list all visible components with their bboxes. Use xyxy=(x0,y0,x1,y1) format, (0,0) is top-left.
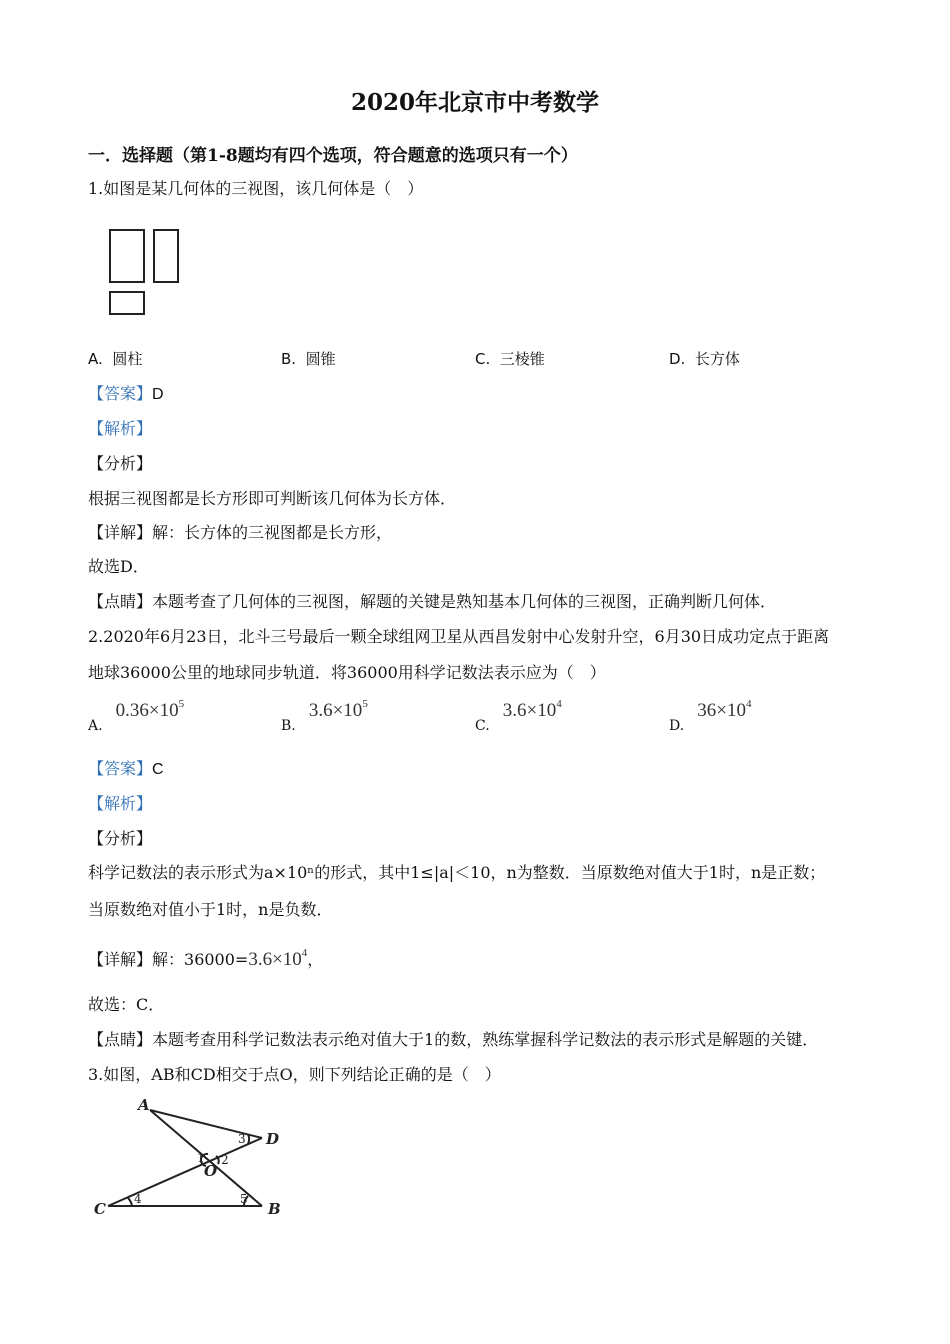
front-view-rect xyxy=(110,230,144,282)
q2-xiangjie: 【详解】解：$36000=3.6\times 10^4$， xyxy=(88,947,324,970)
angle-label-1: 1 xyxy=(197,1151,205,1165)
angle-arc-4 xyxy=(128,1198,132,1206)
q1-three-view-figure xyxy=(106,226,186,320)
point-a-label: A xyxy=(138,1096,150,1114)
angle-label-4: 4 xyxy=(134,1192,142,1206)
q1-option-c: C. 三棱锥 xyxy=(475,350,545,368)
q1-fenxi: 根据三视图都是长方形即可判断该几何体为长方体． xyxy=(88,489,457,508)
angle-label-2: 2 xyxy=(221,1153,229,1167)
q1-option-d: D. 长方体 xyxy=(669,350,740,368)
q1-dianjing: 【点睛】本题考查了几何体的三视图，解题的关键是熟知基本几何体的三视图，正确判断几何体． xyxy=(88,592,777,611)
q3-stem: 3.如图，AB和CD相交于点O，则下列结论正确的是（ ） xyxy=(88,1065,501,1084)
top-view-rect xyxy=(110,292,144,314)
q2-fenxi-line1: 科学记数法的表示形式为a×10ⁿ的形式，其中1≤|a|＜10，n为整数．当原数绝对值大于1时，n是正数； xyxy=(88,863,826,882)
angle-arc-3 xyxy=(248,1134,249,1144)
q2-fenxi-tag: 【分析】 xyxy=(88,829,153,848)
q2-option-a: A. $0.36\times 10^5$ xyxy=(88,698,185,734)
q2-stem-line2: 地球36000公里的地球同步轨道．将36000用科学记数法表示应为（ ） xyxy=(88,663,606,682)
q3-intersecting-lines-figure xyxy=(88,1094,298,1218)
section-heading: 一．选择题（第1-8题均有四个选项，符合题意的选项只有一个） xyxy=(88,146,578,166)
q1-answer: 【答案】D xyxy=(88,384,164,403)
q2-jiexi-tag: 【解析】 xyxy=(88,794,153,813)
q2-dianjing: 【点睛】本题考查用科学记数法表示绝对值大于1的数，熟练掌握科学记数法的表示形式是解题的关键． xyxy=(88,1030,819,1049)
q1-xiangjie: 【详解】解：长方体的三视图都是长方形， xyxy=(88,523,393,542)
q2-option-c: C. $3.6\times 10^4$ xyxy=(475,698,562,734)
segment-cd xyxy=(108,1138,262,1206)
point-c-label: C xyxy=(94,1200,106,1218)
q2-fenxi-line2: 当原数绝对值小于1时，n是负数． xyxy=(88,900,333,919)
q1-option-b: B. 圆锥 xyxy=(281,350,336,368)
q2-stem-line1: 2.2020年6月23日，北斗三号最后一颗全球组网卫星从西昌发射中心发射升空，6月30日成功定点于距离 xyxy=(88,627,830,646)
point-b-label: B xyxy=(268,1200,281,1218)
q2-option-b: B. $3.6\times 10^5$ xyxy=(281,698,368,734)
q1-fenxi-tag: 【分析】 xyxy=(88,454,153,473)
q1-stem: 1.如图是某几何体的三视图，该几何体是（ ） xyxy=(88,179,424,198)
side-view-rect xyxy=(154,230,178,282)
q2-option-d: D. $36\times 10^4$ xyxy=(669,698,752,734)
q2-answer: 【答案】C xyxy=(88,759,164,778)
angle-label-3: 3 xyxy=(238,1132,246,1146)
q1-jiexi-tag: 【解析】 xyxy=(88,419,153,438)
page-title: 2020年北京市中考数学 xyxy=(350,89,599,116)
point-d-label: D xyxy=(266,1130,280,1148)
q1-option-a: A. 圆柱 xyxy=(88,350,143,368)
point-o-label: O xyxy=(204,1162,218,1180)
q1-guxuan: 故选D． xyxy=(88,557,149,576)
q2-guxuan: 故选：C． xyxy=(88,995,165,1014)
angle-label-5: 5 xyxy=(240,1192,248,1206)
